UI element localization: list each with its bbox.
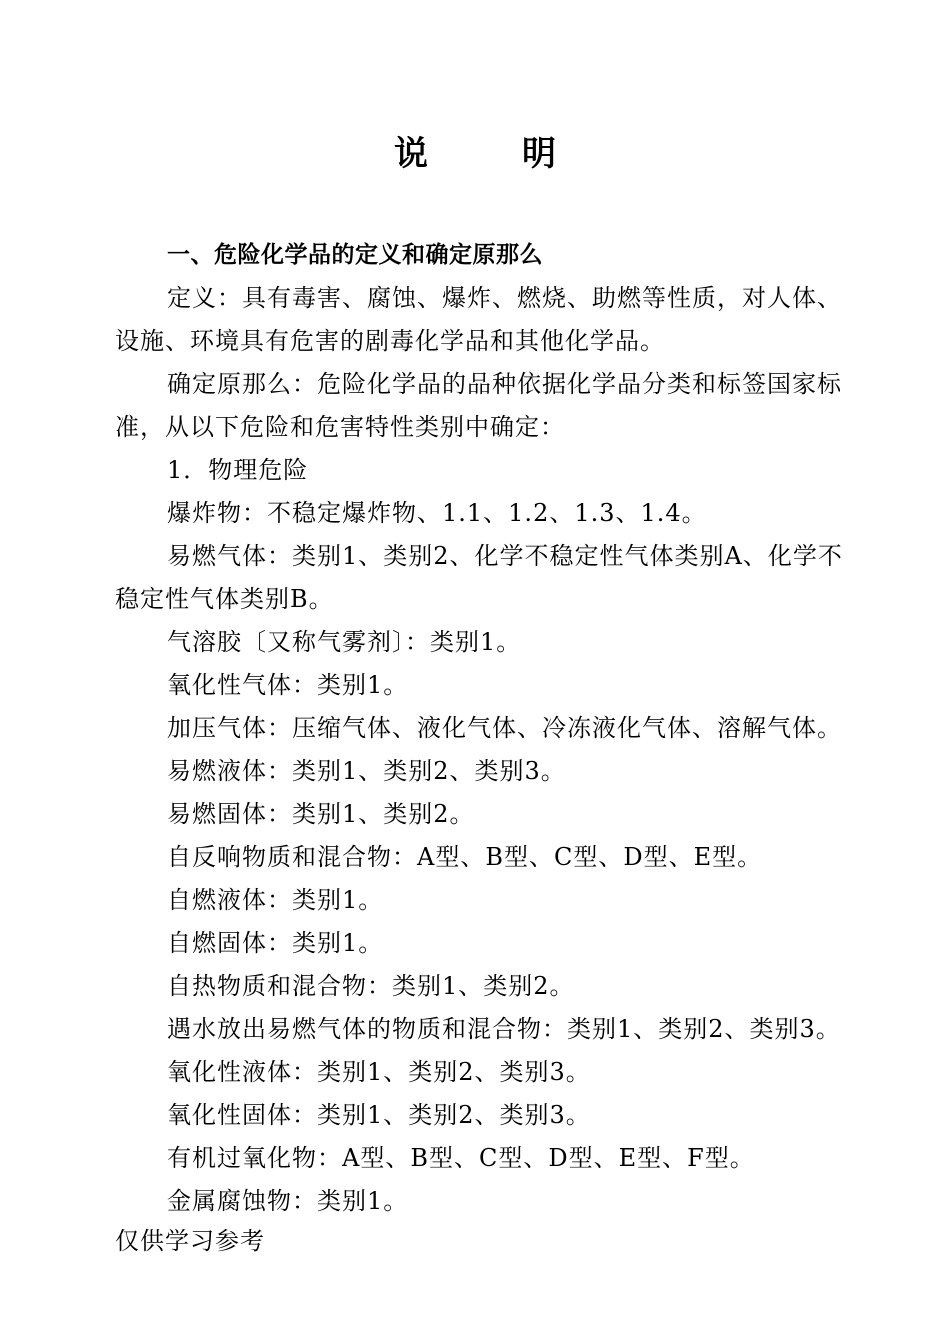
- list-item-water-reactive: 遇水放出易燃气体的物质和混合物：类别1、类别2、类别3。: [167, 1015, 841, 1043]
- document-title: 说 明: [394, 134, 586, 174]
- list-item-aerosols: 气溶胶〔又称气雾剂〕：类别1。: [167, 628, 522, 656]
- list-item-oxidizing-solids: 氧化性固体：类别1、类别2、类别3。: [167, 1101, 591, 1129]
- list-item-flammable-liquids: 易燃液体：类别1、类别2、类别3。: [167, 757, 566, 785]
- list-item-self-heating: 自热物质和混合物：类别1、类别2。: [167, 972, 575, 1000]
- paragraph-definition: 定义：具有毒害、腐蚀、爆炸、燃烧、助燃等性质，对人体、设施、环境具有危害的剧毒化学品和其他化学品。: [115, 284, 842, 355]
- list-item-pyrophoric-solids: 自燃固体：类别1。: [167, 929, 384, 957]
- list-item-gases-under-pressure: 加压气体：压缩气体、液化气体、冷冻液化气体、溶解气体。: [167, 714, 842, 742]
- document-body: [115, 234, 845, 1223]
- subheading-physical-hazards: 1．物理危险: [167, 456, 309, 484]
- footer-note: 仅供学习参考: [115, 1227, 265, 1255]
- list-item-flammable-gases: 易燃气体：类别1、类别2、化学不稳定性气体类别A、化学不稳定性气体类别B。: [115, 542, 843, 613]
- list-item-self-reactive: 自反响物质和混合物：A型、B型、C型、D型、E型。: [167, 843, 763, 871]
- section-heading: 一、危险化学品的定义和确定原那么: [167, 242, 543, 268]
- list-item-organic-peroxides: 有机过氧化物：A型、B型、C型、D型、E型、F型。: [167, 1144, 755, 1172]
- list-item-flammable-solids: 易燃固体：类别1、类别2。: [167, 800, 475, 828]
- list-item-pyrophoric-liquids: 自燃液体：类别1。: [167, 886, 384, 914]
- list-item-explosives: 爆炸物：不稳定爆炸物、1.1、1.2、1.3、1.4。: [167, 499, 707, 527]
- list-item-oxidizing-gases: 氧化性气体：类别1。: [167, 671, 409, 699]
- paragraph-principle: 确定原那么：危险化学品的品种依据化学品分类和标签国家标准，从以下危险和危害特性类别中确定：: [115, 370, 842, 441]
- list-item-metal-corrosives: 金属腐蚀物：类别1。: [167, 1187, 409, 1215]
- list-item-oxidizing-liquids: 氧化性液体：类别1、类别2、类别3。: [167, 1058, 591, 1086]
